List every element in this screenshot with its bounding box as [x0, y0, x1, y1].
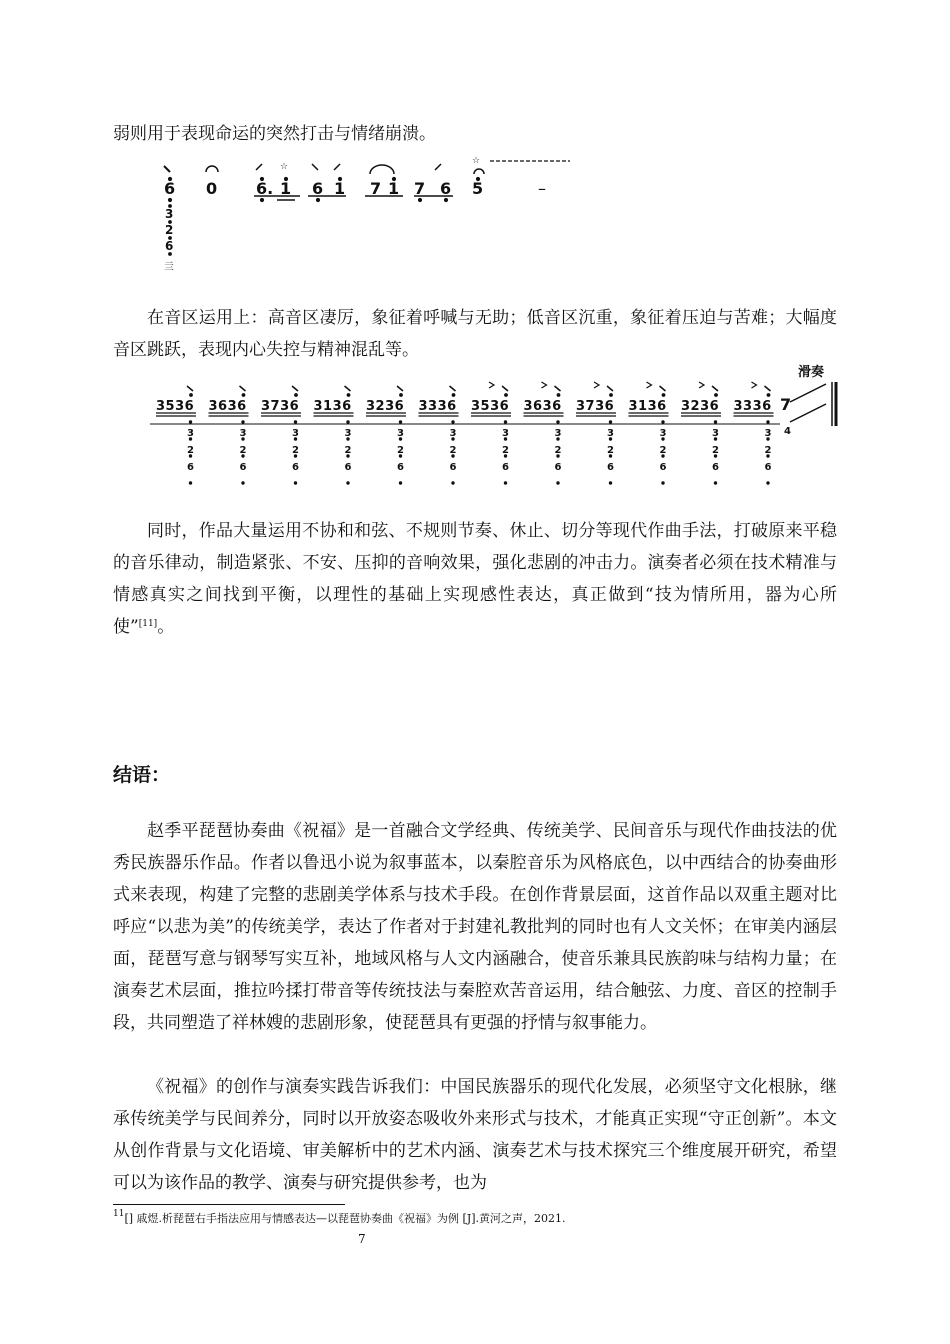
- score2-note-group: 3236: [681, 399, 720, 414]
- score1-stack-note: 6: [165, 239, 174, 253]
- score2-note-group: 3136: [313, 399, 352, 414]
- score2-end-sub: 4: [784, 426, 791, 437]
- score2-stack-note: 2: [712, 445, 719, 456]
- score1-note: 6.: [256, 179, 274, 198]
- score2-stack-note: 6: [344, 462, 352, 473]
- score2-stack-note: 2: [449, 445, 457, 456]
- score1-note: 1: [334, 179, 346, 198]
- score1-stack-note: 2: [165, 223, 174, 237]
- paragraph-top: 弱则用于表现命运的突然打击与情绪崩溃。: [113, 124, 436, 144]
- score2-stack-note: 6: [449, 462, 457, 473]
- score2-note-group: 3736: [576, 399, 615, 414]
- score2-stack-note: 2: [397, 445, 404, 456]
- score-excerpt-2: [150, 362, 845, 492]
- score2-stack-note: 2: [607, 445, 614, 456]
- section-heading: 结语：: [113, 764, 171, 786]
- paragraph-conclusion-2: 《祝福》的创作与演奏实践告诉我们：中国民族器乐的现代化发展，必须坚守文化根脉，继承传统美学与民间养分，同时以开放姿态吸收外来形式与技术，才能真正实现“守正创新”。本文从创作背景与文化语境、审美解析中的艺术内涵、演奏艺术与技术探究三个维度展开研究，希望可以为该作品的教学、演奏与研究提供参考，也为: [113, 1077, 837, 1193]
- score-excerpt-1: [150, 152, 570, 280]
- score2-stack-note: 6: [187, 462, 194, 473]
- score2-stack-note: 6: [764, 462, 772, 473]
- paragraph-conclusion-1: 赵季平琵琶协奏曲《祝福》是一首融合文学经典、传统美学、民间音乐与现代作曲技法的优秀民族器乐作品。作者以鲁迅小说为叙事蓝本，以秦腔音乐为风格底色，以中西结合的协奏曲形式来表现，构建了完整的悲剧美学体系与技术手段。在创作背景层面，这首作品以双重主题对比呼应“以悲为美”的传统美学，表达了作者对于封建礼教批判的同时也有人文关怀；在审美内涵层面，琵琶写意与钢琴写实互补，地域风格与人文内涵融合，使音乐兼具民族韵味与结构力量；在演奏艺术层面，推拉吟揉打带音等传统技法与秦腔欢苦音运用，结合触弦、力度、音区的控制手段，共同塑造了祥林嫂的悲剧形象，使琵琶具有更强的抒情与叙事能力。: [113, 821, 837, 1033]
- score2-note-group: 3736: [261, 399, 300, 414]
- score2-stack-note: 3: [764, 428, 772, 439]
- score2-stack-note: 2: [239, 445, 247, 456]
- score2-note-group: 3636: [208, 399, 247, 414]
- score2-note-group: 3536: [471, 399, 510, 414]
- score2-stack-note: 6: [502, 462, 509, 473]
- score2-stack-note: 2: [187, 445, 194, 456]
- score2-stack-note: 2: [344, 445, 352, 456]
- score1-note: –: [538, 179, 546, 198]
- score2-stack-note: 6: [554, 462, 562, 473]
- svg-text:☆: ☆: [280, 162, 289, 172]
- paragraph-modern-end: 。: [157, 617, 175, 637]
- score2-stack-note: 3: [344, 428, 352, 439]
- score2-end-note: 7: [780, 395, 792, 414]
- score2-stack-note: 6: [397, 462, 404, 473]
- footnote-mark: 11: [113, 1209, 125, 1219]
- footnote: [113, 1209, 566, 1226]
- score2-stack-note: 2: [764, 445, 772, 456]
- svg-text:亖: 亖: [164, 262, 174, 273]
- score2-stack-note: 2: [554, 445, 562, 456]
- score1-note: 6: [312, 179, 324, 198]
- page-number: 7: [358, 1232, 366, 1246]
- score1-note: 0: [206, 179, 218, 198]
- score2-stack-note: 6: [292, 462, 299, 473]
- score2-stack-note: 2: [659, 445, 667, 456]
- paragraph-register: 在音区运用上：高音区凄厉，象征着呼喊与无助；低音区沉重，象征着压迫与苦难；大幅度音区跳跃，表现内心失控与精神混乱等。: [113, 308, 837, 360]
- paragraph-modern-techniques: [113, 515, 837, 643]
- score1-note: 7: [370, 179, 382, 198]
- score2-note-group: 3236: [366, 399, 405, 414]
- score2-stack-note: 6: [659, 462, 667, 473]
- score2-stack-note: 3: [292, 428, 299, 439]
- score2-stack-note: 3: [502, 428, 509, 439]
- score2-stack-note: 3: [554, 428, 562, 439]
- score2-stack-note: 3: [397, 428, 404, 439]
- score1-note: 1: [280, 179, 292, 198]
- score2-note-group: 3336: [733, 399, 772, 414]
- score2-stack-note: 3: [239, 428, 247, 439]
- score1-note: 1: [388, 179, 400, 198]
- score2-stack-note: 3: [659, 428, 667, 439]
- footnote-rule: [113, 1204, 345, 1205]
- score2-stack-note: 3: [712, 428, 719, 439]
- citation-ref: [11]: [138, 619, 158, 629]
- score1-note: 5: [472, 179, 484, 198]
- score2-note-group: 3336: [418, 399, 457, 414]
- score1-note: 7: [414, 179, 426, 198]
- svg-text:☆: ☆: [472, 156, 481, 166]
- score2-stack-note: 3: [449, 428, 457, 439]
- score1-note: 6: [440, 179, 452, 198]
- score2-stack-note: 3: [607, 428, 614, 439]
- footnote-text: [] 戚煜.析琵琶右手指法应用与情感表达—以琵琶协奏曲《祝福》为例 [J].黄河之声，2021.: [124, 1212, 566, 1225]
- score2-note-group: 3636: [523, 399, 562, 414]
- paragraph-modern-text: 同时，作品大量运用不协和和弦、不规则节奏、休止、切分等现代作曲手法，打破原来平稳的音乐律动，制造紧张、不安、压抑的音响效果，强化悲剧的冲击力。演奏者必须在技术精准与情感真实之间找到平衡，以理性的基础上实现感性表达，真正做到“技为情所用，器为心所使”: [113, 521, 837, 637]
- score2-stack-note: 3: [187, 428, 194, 439]
- score2-stack-note: 2: [502, 445, 509, 456]
- score2-note-group: 3136: [628, 399, 667, 414]
- score1-note: 6: [164, 179, 176, 198]
- score1-stack-note: 3: [165, 207, 174, 221]
- score2-stack-note: 2: [292, 445, 299, 456]
- score2-stack-note: 6: [712, 462, 719, 473]
- score2-label: 滑奏: [798, 365, 825, 380]
- score2-note-group: 3536: [156, 399, 195, 414]
- score2-stack-note: 6: [239, 462, 247, 473]
- score2-stack-note: 6: [607, 462, 614, 473]
